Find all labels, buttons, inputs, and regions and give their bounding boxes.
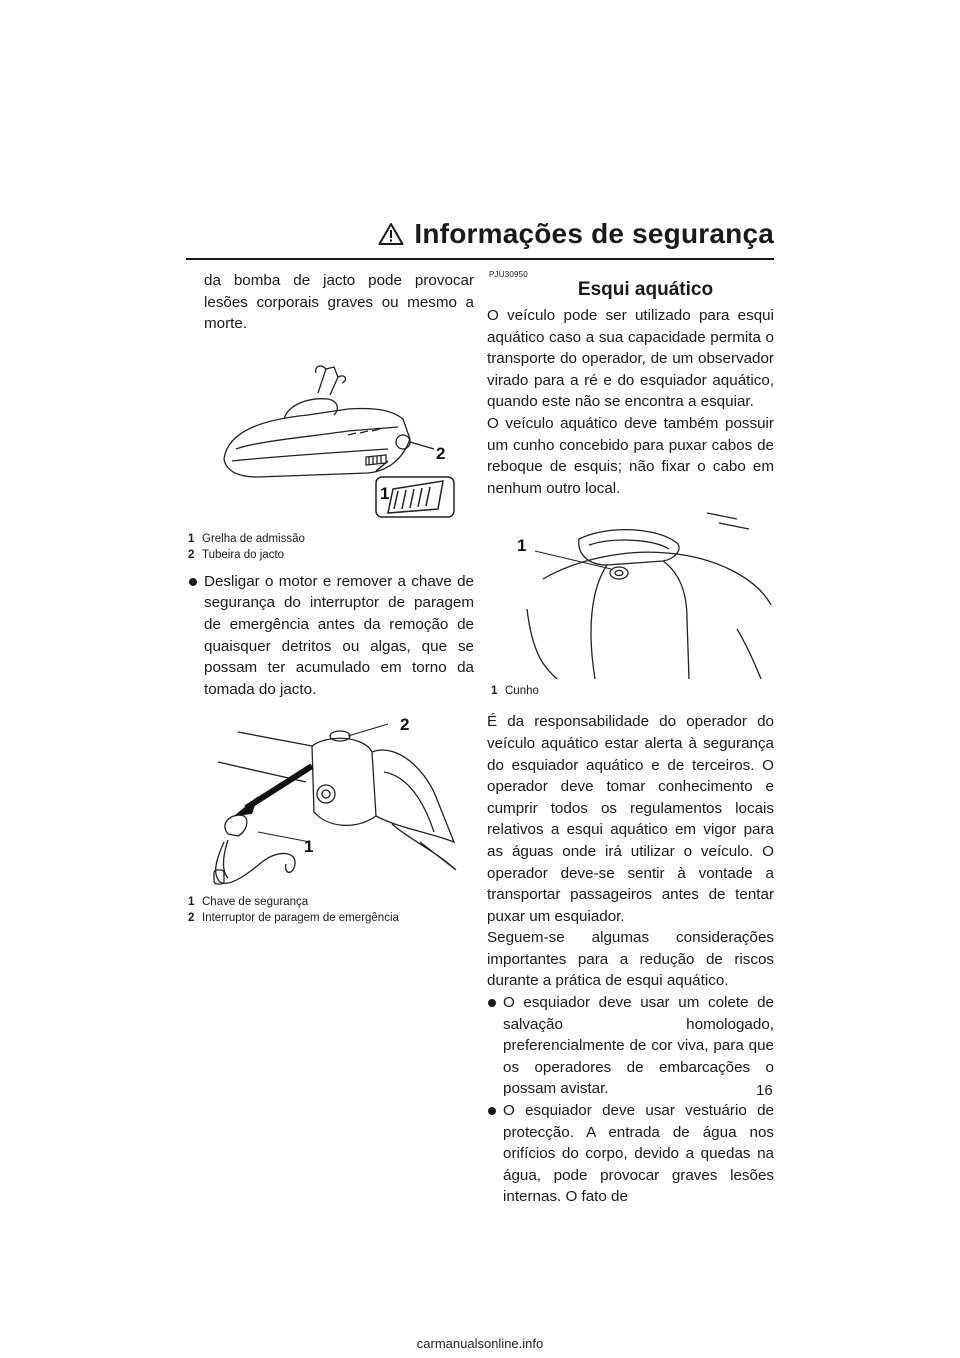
callout-2: 2 (400, 715, 410, 735)
legend-item: 2 Interruptor de paragem de emergência (188, 912, 399, 925)
page-header (186, 218, 774, 258)
figure-tow-cleat (487, 509, 774, 679)
callout-1: 1 (304, 837, 314, 857)
header-rule (186, 258, 774, 260)
legend-item: 2 Tubeira do jacto (188, 548, 285, 561)
figure-jet-ski-side (188, 349, 474, 519)
paragraph: É da responsabilidade do operador do veículo aquático estar alerta à segurança do esquiador aquático e de terceiros. O operador deve tomar conhecimento e cumprir todos os regulamentos locais relativos a esqui aquático em vigor para as águas onde irá utilizar o veículo. O operador deve-se sentir à vontade a transportar passageiros antes de tentar puxar um esquiador. (487, 713, 774, 925)
bullet-item: O esquiador deve usar vestuário de protecção. A entrada de água nos orifícios do corpo, devido a quedas na água, pode provocar graves lesões internas. O fato de (487, 1100, 774, 1208)
section-title: Esqui aquático (577, 279, 714, 300)
callout-2: 2 (436, 443, 446, 463)
page-title-text: Informações de segurança (414, 218, 774, 249)
bullet-item: O esquiador deve usar um colete de salvação homologado, preferencialmente de cor viva, para que os operadores de embarcações o possam avistar. (487, 992, 774, 1100)
figure3-legend: 1 Cunho (491, 685, 539, 698)
paragraph: Seguem-se algumas considerações importantes para a redução de riscos durante a prática de esqui aquático. (487, 929, 774, 990)
intro-paragraph: da bomba de jacto pode provocar lesões corporais graves ou mesmo a morte. (204, 272, 474, 333)
page-number: 16 (756, 1082, 773, 1099)
figure2-legend (188, 894, 474, 926)
left-column (188, 270, 474, 926)
paragraph: O veículo pode ser utilizado para esqui aquático caso a sua capacidade permita o transporte do operador, de um observador virado para a ré e do esquiador aquático, quando este não se encontra a esquiar. (487, 307, 774, 411)
warning-triangle-icon (378, 222, 404, 246)
footer-watermark: carmanualsonline.info (416, 1336, 544, 1351)
callout-1: 1 (380, 483, 390, 503)
paragraph: O veículo aquático deve também possuir um cunho concebido para puxar cabos de reboque de esquis; não fixar o cabo em nenhum outro local. (487, 414, 774, 497)
legend-item: 1 Chave de segurança (188, 896, 309, 909)
legend-item: 1 Grelha de admissão (188, 532, 305, 545)
callout-1: 1 (517, 536, 527, 556)
section-code: PJU30950 (489, 270, 528, 279)
figure-safety-lanyard (188, 712, 474, 890)
right-column (487, 270, 774, 1208)
page-title (378, 218, 774, 250)
figure1-legend (188, 531, 474, 563)
bullet-item: Desligar o motor e remover a chave de segurança do interruptor de paragem de emergência antes da remoção de quaisquer detritos ou algas, que se possam ter acumulado em torno da tomada do jacto. (188, 571, 474, 701)
